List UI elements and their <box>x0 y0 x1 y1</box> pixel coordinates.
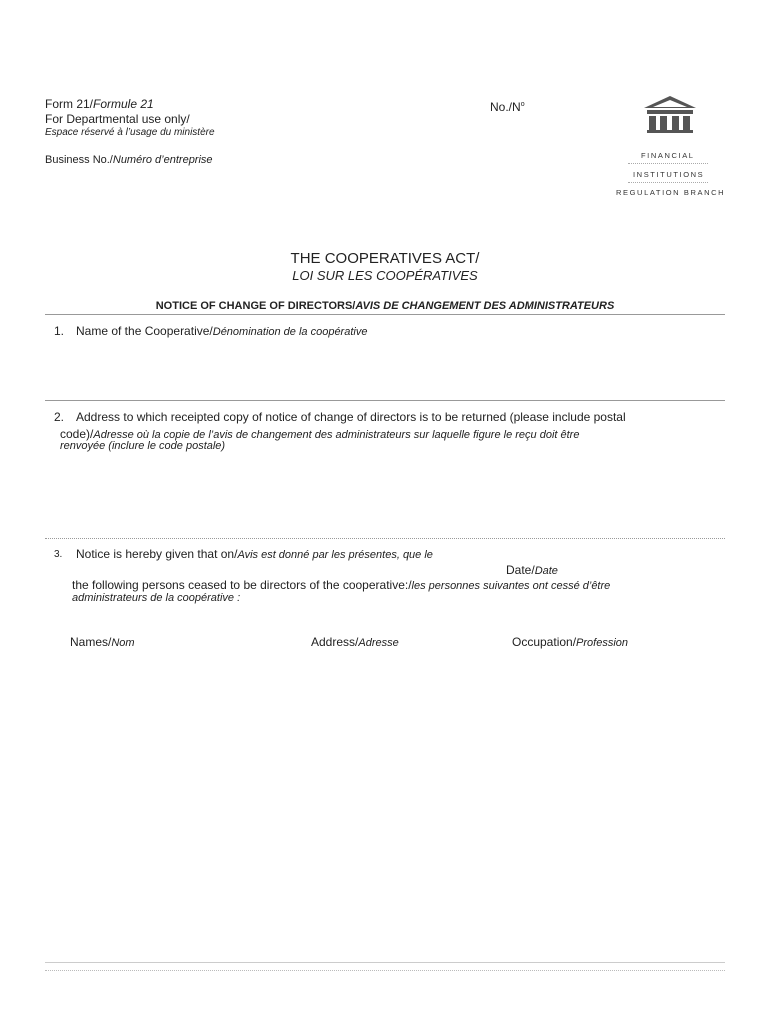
column-header-names: Names/Nom <box>70 635 135 649</box>
building-columns-icon <box>641 94 699 139</box>
section-3-number: 3. <box>54 549 63 560</box>
departmental-use-label: For Departmental use only/ <box>45 112 190 126</box>
footer-rule-dotted <box>45 970 725 971</box>
act-title-fr: LOI SUR LES COOPÉRATIVES <box>292 268 478 283</box>
departmental-use-label-fr: Espace réservé à l’usage du ministère <box>45 127 215 138</box>
footer-rule <box>45 962 725 963</box>
business-number-label: Business No./Numéro d’entreprise <box>45 154 213 166</box>
date-label: Date/Date <box>506 563 558 577</box>
logo-line-regulation: REGULATION BRANCH <box>616 188 726 197</box>
section-2-rule <box>45 538 725 539</box>
notice-title: NOTICE OF CHANGE OF DIRECTORS/AVIS DE CHANGEMENT DES ADMINISTRATEURS <box>155 300 615 312</box>
title-rule <box>45 314 725 315</box>
logo-line-institutions: INSTITUTIONS <box>633 170 705 179</box>
form-number: Form 21/Formule 21 <box>45 97 154 111</box>
logo-line-financial: FINANCIAL <box>641 151 695 160</box>
section-2-number: 2. <box>54 410 65 424</box>
act-title: THE COOPERATIVES ACT/ <box>290 250 480 267</box>
file-number-label: $No./N^o$ <box>490 100 525 114</box>
column-header-occupation: Occupation/Profession <box>512 635 629 649</box>
column-header-address: Address/Adresse <box>311 635 399 649</box>
ceased-directors-label-fr: administrateurs de la coopérative : <box>72 592 241 604</box>
cooperative-name-label: Name of the Cooperative/Dénomination de la coopérative <box>76 324 368 338</box>
return-address-label-fr: renvoyée (inclure le code postale) <box>60 440 226 452</box>
logo-separator <box>628 163 708 164</box>
return-address-label-cont: code)/Adresse où la copie de l’avis de changement des administrateurs sur laquelle figure le reçu doit être <box>60 427 580 441</box>
ceased-directors-label: the following persons ceased to be directors of the cooperative:/les personnes suivantes ont cessé d’être <box>72 578 611 592</box>
logo-separator <box>628 182 708 183</box>
section-1-number: 1. <box>54 324 65 338</box>
section-1-rule <box>45 400 725 401</box>
notice-given-label: Notice is hereby given that on/Avis est donné par les présentes, que le <box>76 547 433 561</box>
return-address-label: Address to which receipted copy of notice of change of directors is to be returned (please include postal <box>76 410 626 424</box>
